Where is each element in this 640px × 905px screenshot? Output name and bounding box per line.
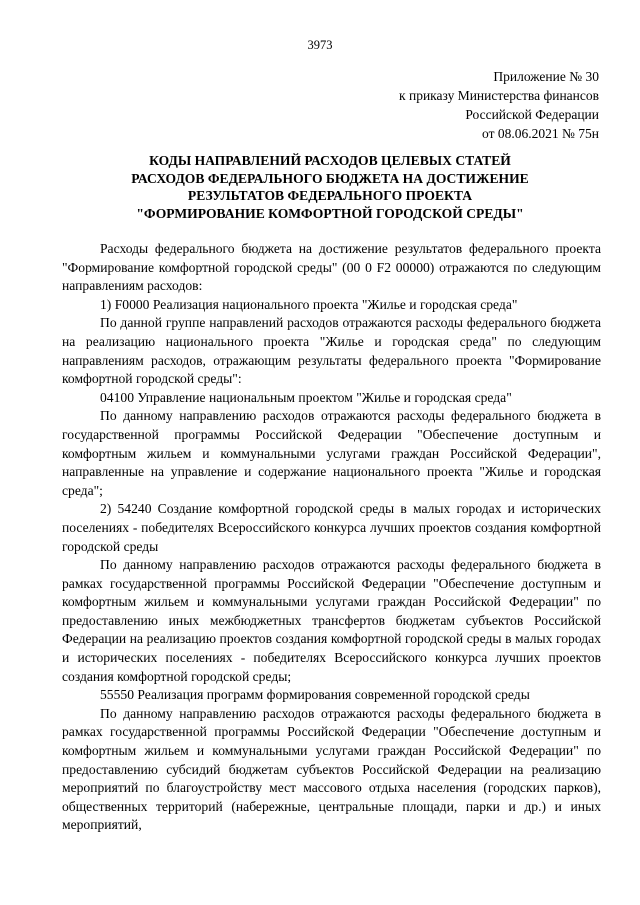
paragraph: По данному направлению расходов отражаются расходы федерального бюджета в рамках государственной программы Российской Федерации "Обеспечение доступным и комфортным жильем и коммунальными услугами граждан Российской Федерации" по предоставлению субсидий бюджетам субъектов Российской Федерации на реализацию мероприятий по благоустройству мест массового отдыха населения (городских парков), общественных территорий (набережные, центральные площади, парки и др.) и иных мероприятий, [62,705,601,833]
paragraph: 04100 Управление национальным проектом "Жилье и городская среда" [100,389,512,405]
appendix-line-4: от 08.06.2021 № 75н [482,126,599,141]
paragraph: По данному направлению расходов отражаются расходы федерального бюджета в рамках государственной программы Российской Федерации "Обеспечение доступным и комфортным жильем и коммунальными услугами граждан Российской Федерации" по предоставлению иных межбюджетных трансфертов бюджетам субъектов Российской Федерации на реализацию проектов создания комфортной городской среды в малых городах и исторических поселениях - победителях Всероссийского конкурса лучших проектов создания комфортной городской среды; [62,557,601,684]
paragraph: 55550 Реализация программ формирования современной городской среды [100,687,530,703]
paragraph: По данной группе направлений расходов отражаются расходы федерального бюджета на реализацию национального проекта "Жилье и городская среда" по следующим направлениям расходов, отражающим результаты федерального проекта "Формирование комфортной городской среды": [62,315,601,387]
appendix-line-3: Российской Федерации [465,107,599,122]
paragraph: 1) F0000 Реализация национального проекта "Жилье и городская среда" [100,296,518,312]
appendix-line-1: Приложение № 30 [493,69,599,84]
paragraph: По данному направлению расходов отражаются расходы федерального бюджета в государственной программы Российской Федерации "Обеспечение доступным и комфортным жильем и коммунальными услугами граждан Российской Федерации", направленные на управление и содержание национального проекта "Жилье и городская среда"; [62,408,601,498]
appendix-block [300,67,599,143]
paragraph: Расходы федерального бюджета на достижение результатов федерального проекта "Формирование комфортной городской среды" (00 0 F2 00000) отражаются по следующим направлениям расходов: [62,241,601,294]
paragraph: 2) 54240 Создание комфортной городской среды в малых городах и исторических поселениях - победителях Всероссийского конкурса лучших проектов создания комфортной городской среды [62,501,601,554]
page-number: 3973 [307,38,333,52]
document-body [62,240,601,835]
appendix-line-2: к приказу Министерства финансов [399,88,599,103]
document-title: КОДЫ НАПРАВЛЕНИЙ РАСХОДОВ ЦЕЛЕВЫХ СТАТЕЙ РАСХОДОВ ФЕДЕРАЛЬНОГО БЮДЖЕТА НА ДОСТИЖЕНИЕ РЕЗУЛЬТАТОВ ФЕДЕРАЛЬНОГО ПРОЕКТА "ФОРМИРОВАНИЕ КОМФОРТНОЙ ГОРОДСКОЙ СРЕДЫ" [131,153,529,221]
